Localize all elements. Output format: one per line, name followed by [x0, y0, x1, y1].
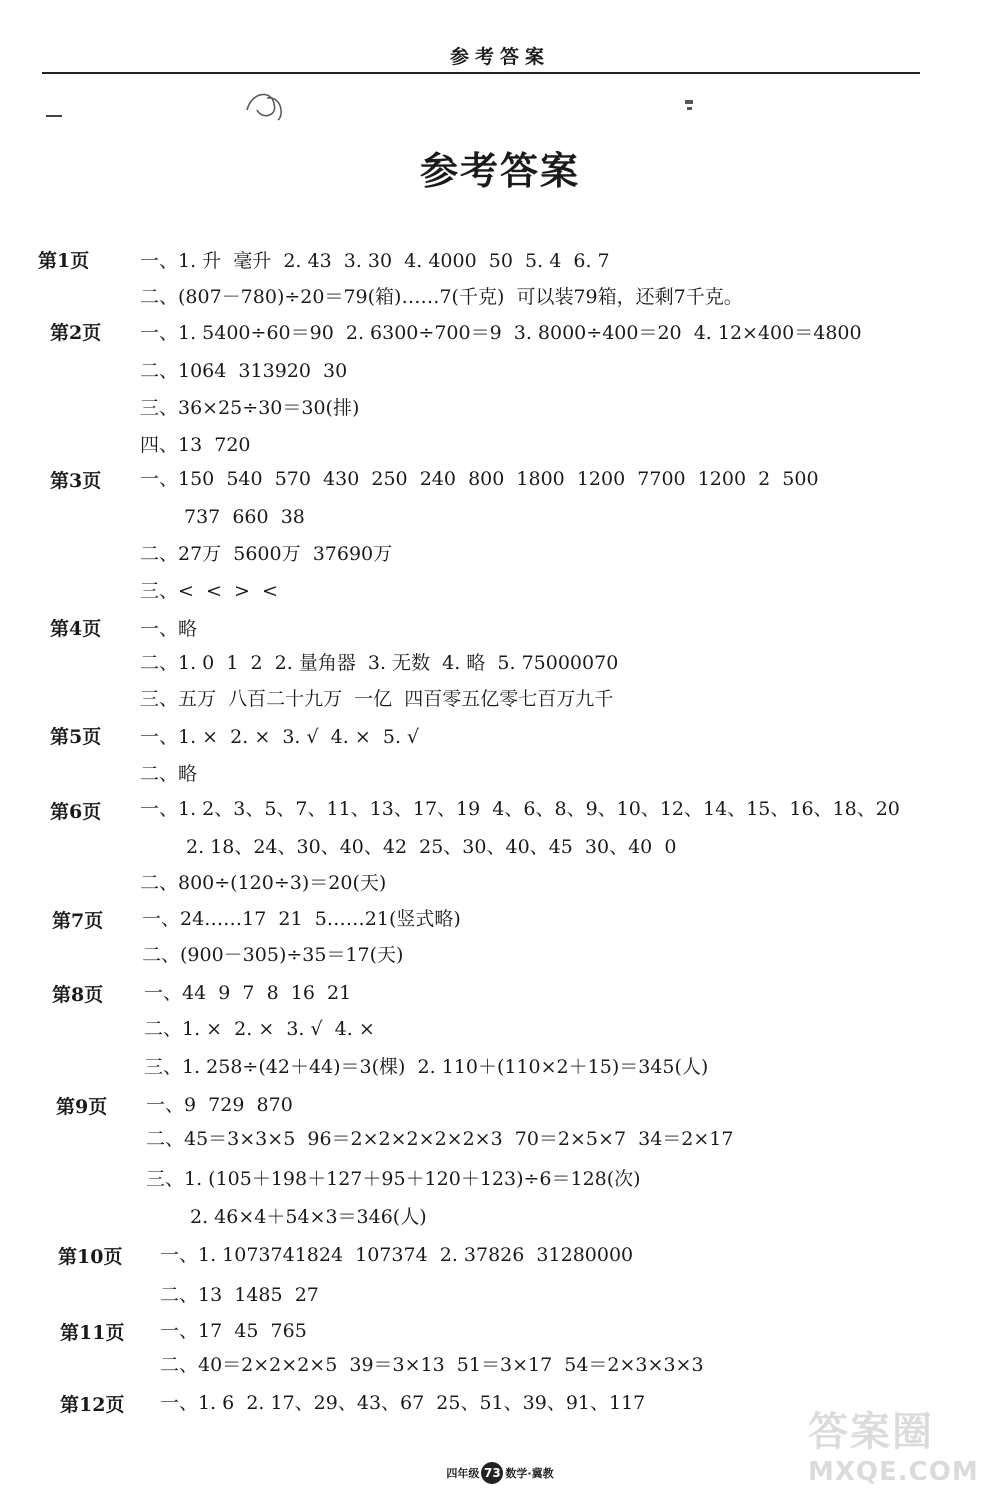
answer-line: 一、1. 5400÷60＝90 2. 6300÷700＝9 3. 8000÷400＝20 4. 12×400＝4800: [140, 322, 862, 344]
answer-line: 二、45＝3×3×5 96＝2×2×2×2×2×3 70＝2×5×7 34＝2×17: [146, 1128, 734, 1150]
answer-line: 一、1. 1073741824 107374 2. 37826 31280000: [160, 1244, 634, 1266]
answer-line: 一、1. × 2. × 3. √ 4. × 5. √: [140, 726, 420, 748]
watermark-logo: [808, 1400, 998, 1495]
footer-grade: 四年级: [446, 1467, 480, 1480]
answer-line: 一、44 9 7 8 16 21: [144, 982, 352, 1004]
answer-line: 2. 18、24、30、40、42 25、30、40、45 30、40 0: [186, 836, 677, 858]
watermark-url: MXQE.COM: [808, 1457, 979, 1487]
answer-line: 二、(807－780)÷20＝79(箱)……7(千克) 可以装79箱，还剩7千克。: [140, 286, 743, 308]
answer-line: 二、27万 5600万 37690万: [140, 543, 393, 565]
answer-line: 二、800÷(120÷3)＝20(天): [140, 872, 387, 894]
answer-line: 一、9 729 870: [146, 1094, 293, 1116]
page-label: 第8页: [52, 984, 104, 1006]
answer-line: 二、1. 0 1 2 2. 量角器 3. 无数 4. 略 5. 75000070: [140, 652, 619, 674]
page-label: 第5页: [50, 726, 102, 748]
answer-line: 四、13 720: [140, 434, 251, 456]
answer-line: 二、40＝2×2×2×5 39＝3×13 51＝3×17 54＝2×3×3×3: [160, 1354, 704, 1376]
answer-line: 二、略: [140, 763, 198, 785]
answer-line: 三、1. 258÷(42＋44)＝3(棵) 2. 110＋(110×2＋15)＝345(人): [144, 1056, 709, 1078]
page-label: 第11页: [60, 1322, 125, 1344]
running-title: 参考答案: [449, 46, 550, 68]
page-label: 第6页: [50, 801, 102, 823]
page-label: 第3页: [50, 470, 102, 492]
answer-line: 三、36×25÷30＝30(排): [140, 397, 360, 419]
answer-line: 737 660 38: [184, 506, 305, 528]
answer-line: 一、24……17 21 5……21(竖式略): [142, 908, 461, 930]
answer-line: 三、1. (105＋198＋127＋95＋120＋123)÷6＝128(次): [146, 1168, 641, 1190]
page-label: 第4页: [50, 618, 102, 640]
page-label: 第10页: [58, 1246, 123, 1268]
answer-line: 二、(900－305)÷35＝17(天): [142, 944, 404, 966]
answer-line: 二、1. × 2. × 3. √ 4. ×: [144, 1018, 375, 1040]
page-label: 第9页: [56, 1096, 108, 1118]
answer-line: 2. 46×4＋54×3＝346(人): [190, 1206, 427, 1228]
page-label: 第1页: [38, 250, 90, 272]
page-label: 第7页: [52, 910, 104, 932]
answer-line: 一、150 540 570 430 250 240 800 1800 1200 7700 1200 2 500: [140, 468, 819, 490]
page-number-badge: 73: [481, 1462, 503, 1484]
footer-subject: 数学·冀教: [505, 1467, 554, 1480]
answer-line: 一、1. 升 毫升 2. 43 3. 30 4. 4000 50 5. 4 6. 7: [140, 250, 610, 272]
answer-line: 三、< < > <: [140, 580, 278, 602]
answer-line: 一、17 45 765: [160, 1320, 307, 1342]
answer-line: 一、1. 2、3、5、7、11、13、17、19 4、6、8、9、10、12、14、15、16、18、20: [140, 798, 900, 820]
page-label: 第12页: [60, 1394, 125, 1416]
page-label: 第2页: [50, 322, 102, 344]
answer-line: 一、1. 6 2. 17、29、43、67 25、51、39、91、117: [160, 1392, 646, 1414]
answer-line: 一、略: [140, 618, 198, 640]
answer-line: 二、1064 313920 30: [140, 360, 348, 382]
watermark-title: 答案圈: [808, 1409, 934, 1455]
answer-line: 三、五万 八百二十九万 一亿 四百零五亿零七百万九千: [140, 688, 614, 710]
page-title: 参考答案: [419, 149, 580, 193]
answer-line: 二、13 1485 27: [160, 1284, 319, 1306]
